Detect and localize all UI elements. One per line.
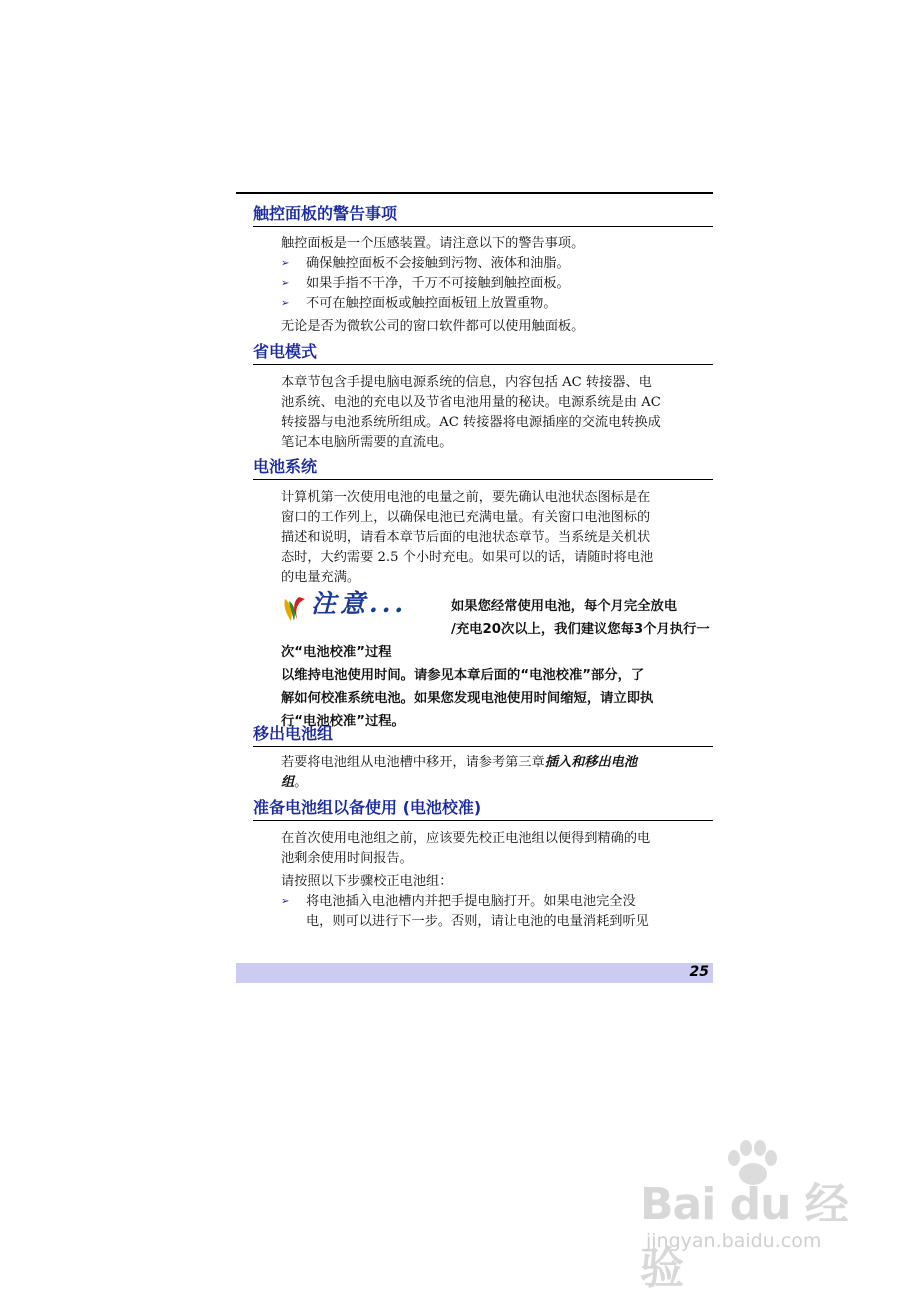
paragraph-line: 请按照以下步骤校正电池组： — [281, 874, 453, 889]
section-title: 移出电池组 — [253, 723, 713, 747]
paragraph-line: 窗口的工作列上，以确保电池已充满电量。有关窗口电池图标的 — [281, 510, 651, 525]
section-title: 电池系统 — [253, 456, 713, 480]
paragraph-line: 池系统、电池的充电以及节省电池用量的秘诀。电源系统是由 AC — [281, 395, 661, 410]
note-logo — [281, 589, 451, 623]
paragraph-line: 笔记本电脑所需要的直流电。 — [281, 435, 453, 450]
paragraph-line: 在首次使用电池组之前，应该要先校正电池组以便得到精确的电 — [281, 831, 651, 846]
section-touchpad-warnings — [253, 203, 713, 337]
section-title: 触控面板的警告事项 — [253, 203, 713, 227]
section-battery-system — [253, 456, 713, 588]
watermark-brand: Bai du 经验 — [640, 1179, 848, 1294]
paragraph-line: 计算机第一次使用电池的电量之前，要先确认电池状态图标是在 — [281, 490, 651, 505]
section-title: 准备电池组以备使用 (电池校准) — [253, 797, 713, 821]
paragraph-line: 池剩余使用时间报告。 — [281, 851, 413, 866]
paragraph: 触控面板是一个压感装置。请注意以下的警告事项。 — [281, 236, 585, 251]
note-callout — [281, 589, 713, 733]
baidu-watermark — [640, 1138, 870, 1294]
bullet-arrow-icon: ➢ — [281, 278, 290, 289]
paragraph-line: 态时，大约需要 2.5 个小时充电。如果可以的话，请随时将电池 — [281, 550, 654, 565]
bullet-item-continuation: 电，则可以进行下一步。否则，请让电池的电量消耗到听见 — [306, 914, 649, 929]
note-swoosh-icon — [281, 595, 315, 623]
bullet-item: ➢ 如果手指不干净，千万不可接触到触控面板。 — [253, 274, 713, 294]
paragraph-line: 转接器与电池系统所组成。AC 转接器将电源插座的交流电转换成 — [281, 415, 661, 430]
bullet-arrow-icon: ➢ — [281, 258, 290, 269]
paragraph-line: 本章节包含手提电脑电源系统的信息，内容包括 AC 转接器、电 — [281, 375, 652, 390]
note-line: 以维持电池使用时间。请参见本章后面的“电池校准”部分，了 — [281, 668, 645, 683]
paragraph-line: 组。 — [281, 775, 308, 790]
chapter-reference: 插入和移出电池 — [544, 755, 638, 770]
paragraph-line: 的电量充满。 — [281, 570, 361, 585]
paragraph: 无论是否为微软公司的窗口软件都可以使用触面板。 — [281, 319, 585, 334]
section-power-saving — [253, 341, 713, 453]
bullet-item: ➢ 不可在触控面板或触控面板钮上放置重物。 — [253, 294, 713, 314]
watermark-url: jingyan.baidu.com — [646, 1230, 822, 1252]
section-title: 省电模式 — [253, 341, 713, 365]
note-line: 行“电池校准”过程。 — [281, 714, 405, 729]
section-remove-battery — [253, 723, 713, 793]
page-top-rule — [236, 192, 713, 194]
bullet-arrow-icon: ➢ — [281, 298, 290, 309]
section-battery-calibration — [253, 797, 713, 932]
chapter-reference: 组 — [281, 775, 295, 790]
paragraph-line: 描述和说明，请看本章节后面的电池状态章节。当系统是关机状 — [281, 530, 651, 545]
bullet-item: ➢ 确保触控面板不会接触到污物、液体和油脂。 — [253, 254, 713, 274]
bullet-arrow-icon: ➢ — [281, 896, 290, 907]
note-line: /充电20次以上，我们建议您每3个月执行一次“电池校准”过程 — [281, 622, 710, 660]
note-logo-text: 注意... — [311, 589, 408, 618]
note-line: 如果您经常使用电池，每个月完全放电 — [451, 599, 678, 614]
bullet-item: ➢ 将电池插入电池槽内并把手提电脑打开。如果电池完全没 — [253, 892, 713, 912]
note-line: 解如何校准系统电池。如果您发现电池使用时间缩短，请立即执 — [281, 691, 654, 706]
page-footer — [236, 963, 713, 983]
page-number: 25 — [689, 964, 709, 980]
paragraph-line: 若要将电池组从电池槽中移开，请参考第三章插入和移出电池 — [281, 755, 638, 770]
